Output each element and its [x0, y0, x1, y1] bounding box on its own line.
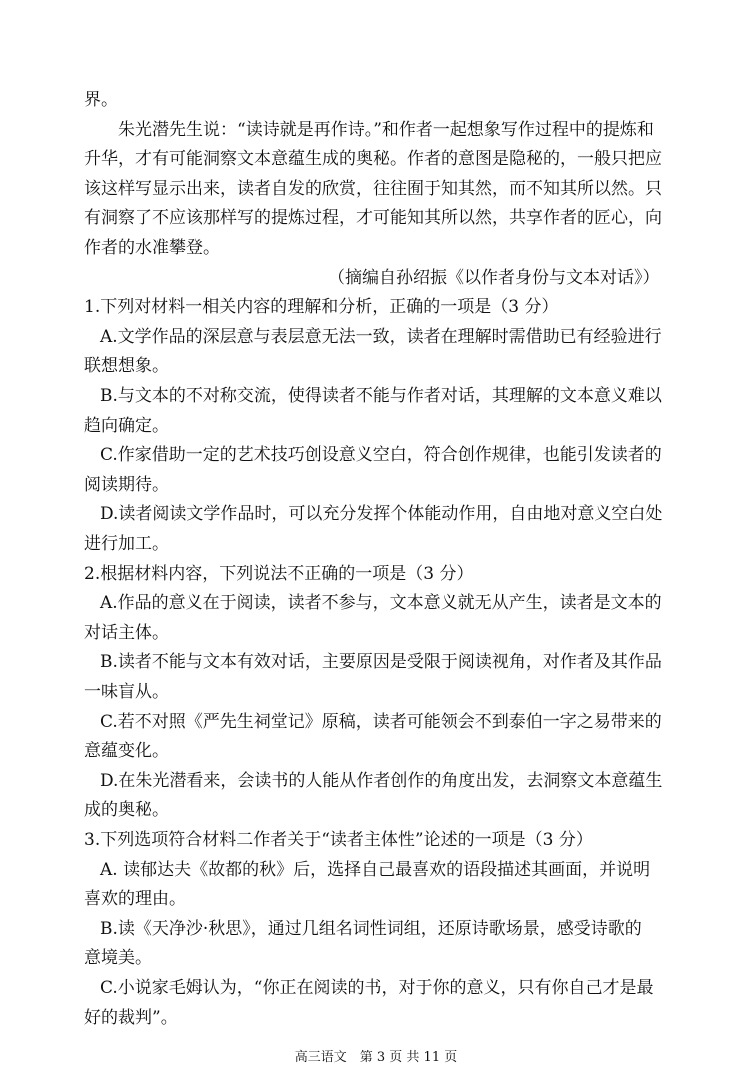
page-footer: 高三语文 第 3 页 共 11 页	[294, 1050, 458, 1065]
exam-page: 界。 朱光潜先生说：“读诗就是再作诗。”和作者一起想象写作过程中的提炼和 升华，才有可能洞察文本意蕴生成的奥秘。作者的意图是隐秘的，一般只把应 该这样写显示出来，读者自发的欣赏，往往囿于知其然，而不知其所以然。只 有洞察了不应该那样写的提炼过程，才可能知其所以然，共享作者的匠心，向 作者的水准攀登。 （摘编自孙绍振《以作者身份与文本对话》） 1.下列对材料一相关内容的理解和分析，正确的一项是（3 分） A.文学作品的深层意与表层意无法一致，读者在理解时需借助已有经验进行 联想想象。 B.与文本的不对称交流，使得读者不能与作者对话，其理解的文本意义难以 趋向确定。 C.作家借助一定的艺术技巧创设意义空白，符合创作规律，也能引发读者的 阅读期待。 D.读者阅读文学作品时，可以充分发挥个体能动作用，自由地对意义空白处 进行加工。 2.根据材料内容，下列说法不正确的一项是（3 分） A.作品的意义在于阅读，读者不参与，文本意义就无从产生，读者是文本的 对话主体。 B.读者不能与文本有效对话，主要原因是受限于阅读视角，对作者及其作品 一味盲从。 C.若不对照《严先生祠堂记》原稿，读者可能领会不到泰伯一字之易带来的 意蕴变化。 D.在朱光潜看来，会读书的人能从作者创作的角度出发，去洞察文本意蕴生 成的奥秘。 3.下列选项符合材料二作者关于“读者主体性”论述的一项是（3 分） A. 读郁达夫《故都的秋》后，选择自己最喜欢的语段描述其画面，并说明 喜欢的理由。 B.读《天净沙·秋思》，通过几组名词性词组，还原诗歌场景，感受诗歌的 意境美。 C.小说家毛姆认为，“你正在阅读的书，对于你的意义，只有你自己才是最 好的裁判”。 高三语文 第 3 页 共 11 页	[0, 0, 752, 1062]
